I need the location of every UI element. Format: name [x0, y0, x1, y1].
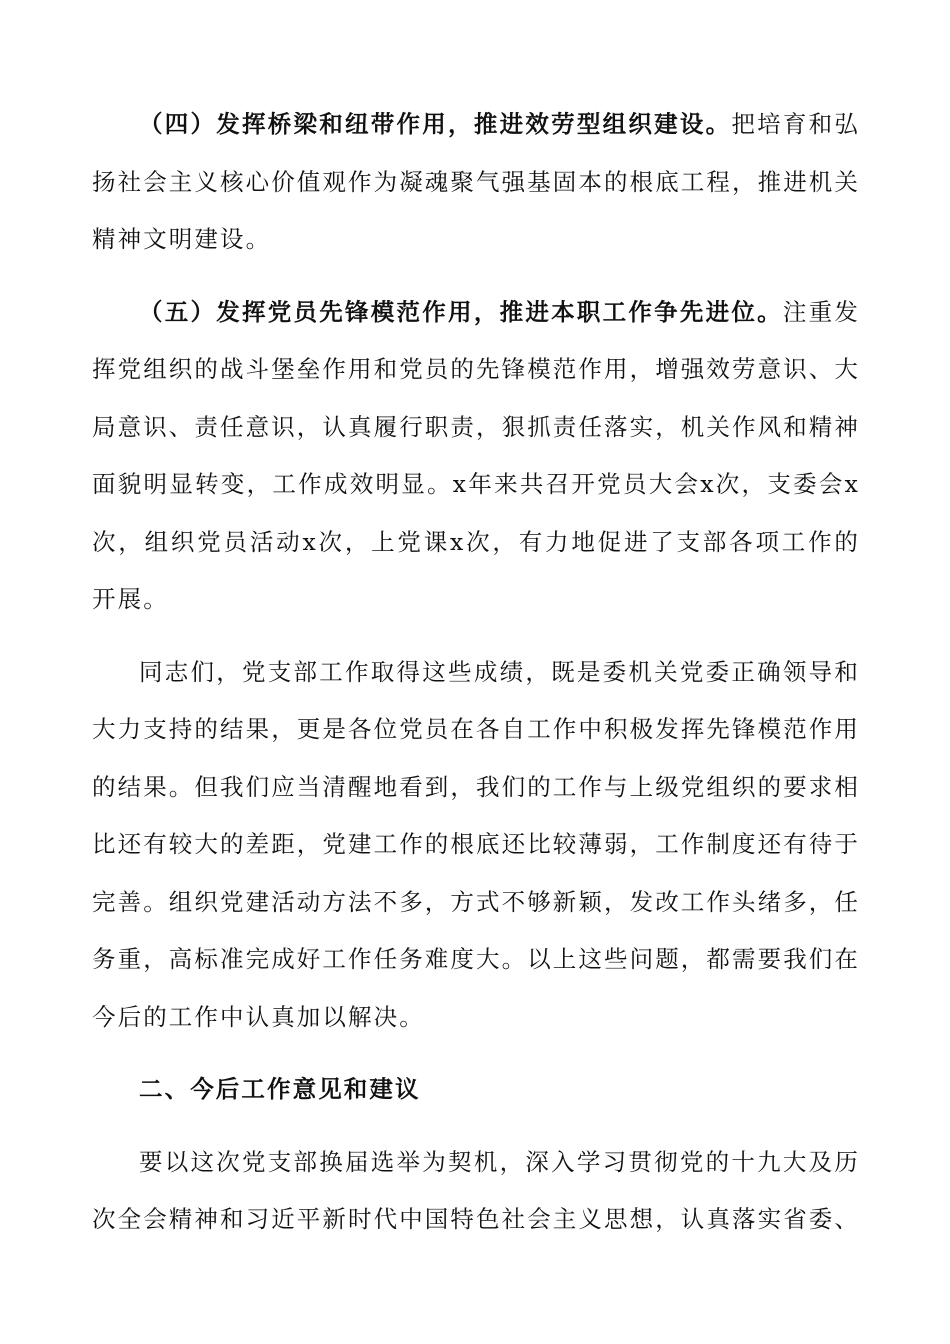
paragraph-4	[92, 96, 860, 269]
paragraph-5-lead: （五）发挥党员先锋模范作用，推进本职工作争先进位。	[139, 297, 783, 326]
section-heading: 二、今后工作意见和建议	[139, 1075, 421, 1103]
paragraph-5-body: 注重发挥党组织的战斗堡垒作用和党员的先锋模范作用，增强效劳意识、大局意识、责任意识，认真履行职责，狠抓责任落实，机关作风和精神面貌明显转变，工作成效明显。x年来共召开党员大会x次，支委会x次，组织党员活动x次，上党课x次，有力地促进了支部各项工作的开展。	[92, 297, 861, 613]
paragraph-summary-body: 同志们，党支部工作取得这些成绩，既是委机关党委正确领导和大力支持的结果，更是各位党员在各自工作中积极发挥先锋模范作用的结果。但我们应当清醒地看到，我们的工作与上级党组织的要求相比还有较大的差距，党建工作的根底还比较薄弱，工作制度还有待于完善。组织党建活动方法不多，方式不够新颖，发改工作头绪多，任务重，高标准完成好工作任务难度大。以上这些问题，都需要我们在今后的工作中认真加以解决。	[92, 657, 860, 1031]
paragraph-final: 要以这次党支部换届选举为契机，深入学习贯彻党的十九大及历次全会精神和习近平新时代中国特色社会主义思想，认真落实省委、	[92, 1147, 860, 1233]
document-page	[92, 96, 860, 1264]
paragraph-5	[92, 284, 860, 629]
paragraph-summary	[92, 644, 860, 1047]
paragraph-4-body: 把培育和弘扬社会主义核心价值观作为凝魂聚气强基固本的根底工程，推进机关精神文明建设。	[92, 110, 860, 253]
paragraph-4-lead: （四）发挥桥梁和纽带作用，推进效劳型组织建设。	[139, 110, 732, 138]
